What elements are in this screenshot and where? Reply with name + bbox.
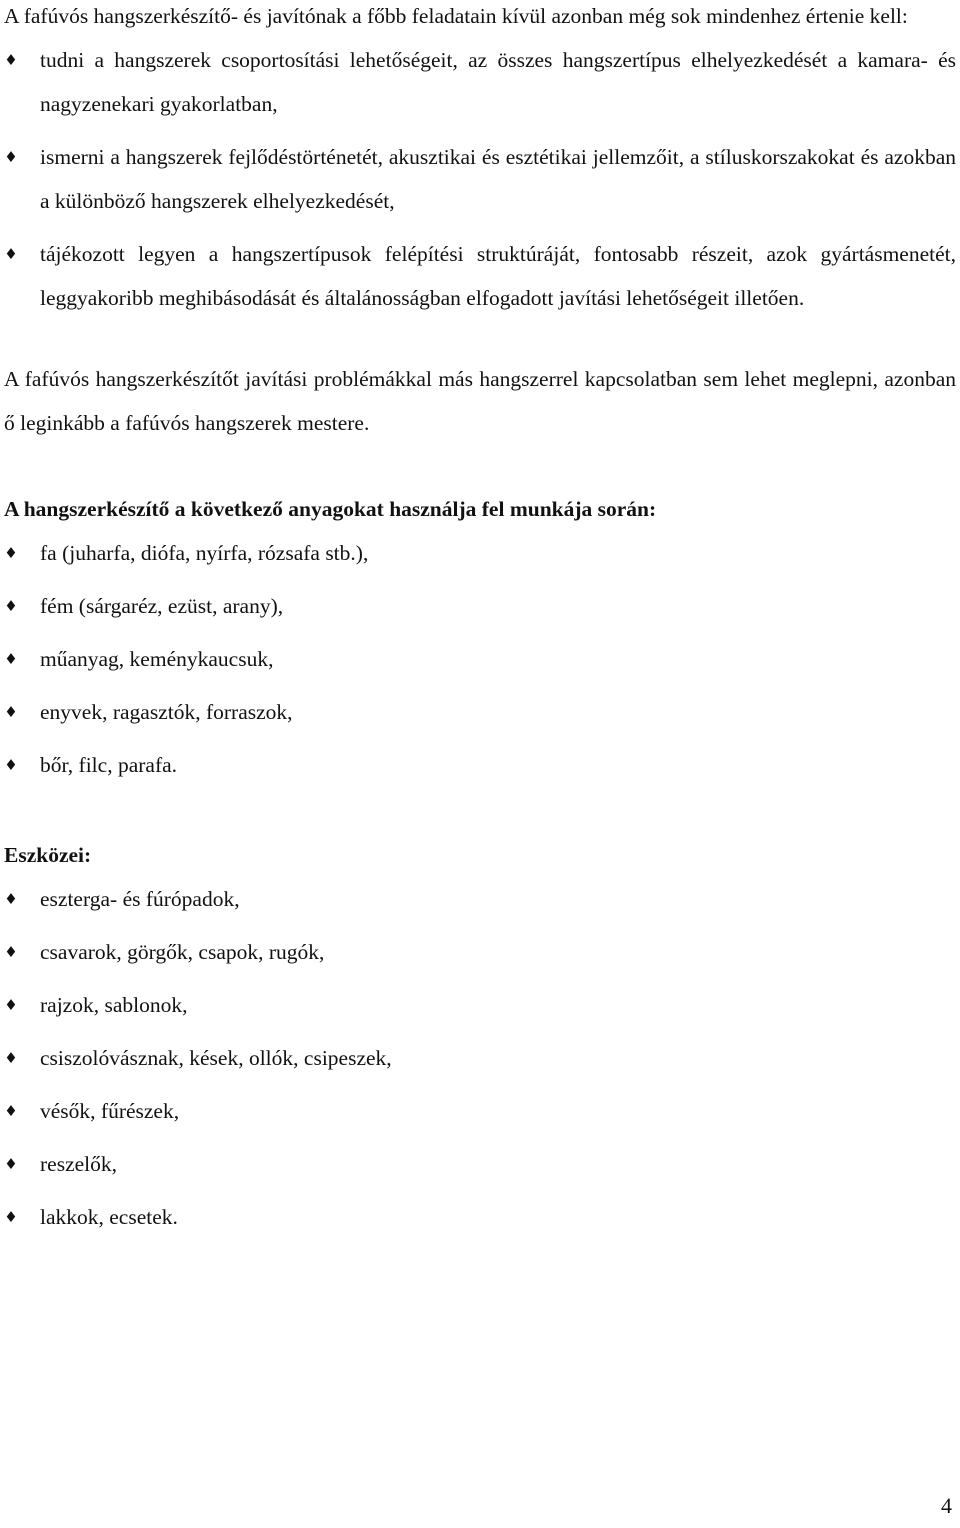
list-item: ♦ műanyag, keménykaucsuk, [4, 637, 956, 681]
diamond-bullet-icon: ♦ [4, 996, 18, 1014]
list-item: ♦ eszterga- és fúrópadok, [4, 877, 956, 921]
list-item: ♦ fa (juharfa, diófa, nyírfa, rózsafa stb.), [4, 531, 956, 575]
list-item: ♦ reszelők, [4, 1142, 956, 1186]
list-item: ♦ ismerni a hangszerek fejlődéstörténetét, akusztikai és esztétikai jellemzőit, a stíluskorszakokat és azokban a különböző hangszerek elhelyezkedését, [4, 135, 956, 223]
materials-list [4, 531, 956, 787]
diamond-bullet-icon: ♦ [4, 756, 18, 774]
knowledge-list [4, 38, 956, 320]
materials-heading: A hangszerkészítő a következő anyagokat használja fel munkája során: [4, 497, 657, 521]
diamond-bullet-icon: ♦ [4, 1155, 18, 1173]
list-item: ♦ lakkok, ecsetek. [4, 1195, 956, 1239]
diamond-bullet-icon: ♦ [4, 597, 18, 615]
body-paragraph: A fafúvós hangszerkészítőt javítási problémákkal más hangszerrel kapcsolatban sem lehet meglepni, azonban ő leginkább a fafúvós hangszerek mestere. [4, 367, 956, 435]
diamond-bullet-icon: ♦ [4, 1102, 18, 1120]
diamond-bullet-icon: ♦ [4, 650, 18, 668]
diamond-bullet-icon: ♦ [4, 890, 18, 908]
tools-heading: Eszközei: [4, 843, 92, 867]
tools-list [4, 877, 956, 1239]
list-item: ♦ bőr, filc, parafa. [4, 743, 956, 787]
list-item: ♦ enyvek, ragasztók, forraszok, [4, 690, 956, 734]
diamond-bullet-icon: ♦ [4, 51, 18, 69]
document-page [4, 0, 956, 1239]
diamond-bullet-icon: ♦ [4, 148, 18, 166]
diamond-bullet-icon: ♦ [4, 544, 18, 562]
list-item: ♦ rajzok, sablonok, [4, 983, 956, 1027]
diamond-bullet-icon: ♦ [4, 245, 18, 263]
intro-paragraph: A fafúvós hangszerkészítő- és javítónak a főbb feladatain kívül azonban még sok mindenhez értenie kell: [4, 4, 908, 28]
diamond-bullet-icon: ♦ [4, 1208, 18, 1226]
page-number: 4 [941, 1493, 952, 1518]
list-item: ♦ csiszolóvásznak, kések, ollók, csipeszek, [4, 1036, 956, 1080]
list-item: ♦ tudni a hangszerek csoportosítási lehetőségeit, az összes hangszertípus elhelyezkedését a kamara- és nagyzenekari gyakorlatban, [4, 38, 956, 126]
diamond-bullet-icon: ♦ [4, 703, 18, 721]
diamond-bullet-icon: ♦ [4, 1049, 18, 1067]
list-item: ♦ fém (sárgaréz, ezüst, arany), [4, 584, 956, 628]
list-item: ♦ tájékozott legyen a hangszertípusok felépítési struktúráját, fontosabb részeit, azok gyártásmenetét, leggyakoribb meghibásodását és általánosságban elfogadott javítási lehetőségeit illetően. [4, 232, 956, 320]
list-item: ♦ csavarok, görgők, csapok, rugók, [4, 930, 956, 974]
list-item: ♦ vésők, fűrészek, [4, 1089, 956, 1133]
diamond-bullet-icon: ♦ [4, 943, 18, 961]
